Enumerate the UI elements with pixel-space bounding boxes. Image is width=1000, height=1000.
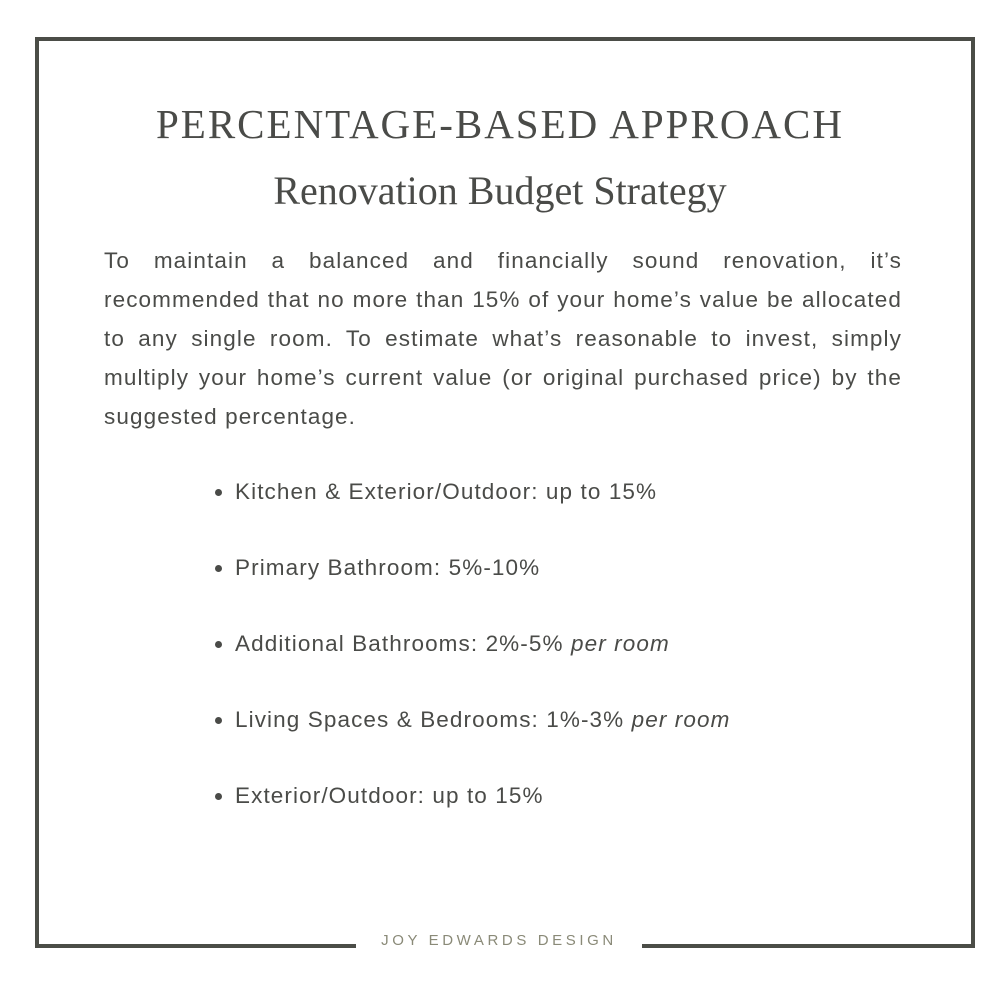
list-item [235,624,855,700]
bullet-icon [215,793,222,800]
bullet-icon [215,717,222,724]
list-item-text: Additional Bathrooms: 2%-5% [235,631,571,656]
list-item-note: per room [631,707,731,732]
list-item-text: Kitchen & Exterior/Outdoor: up to 15% [235,479,658,504]
page-subtitle: Renovation Budget Strategy [273,168,727,213]
list-item [235,776,855,852]
bullet-icon [215,489,222,496]
list-item-text: Primary Bathroom: 5%-10% [235,555,541,580]
list-item [235,548,855,624]
budget-percentage-list [235,472,855,852]
bullet-icon [215,641,222,648]
footer-brand: JOY EDWARDS DESIGN [381,932,617,949]
list-item [235,700,855,776]
list-item-note: per room [570,631,670,656]
list-item-text: Living Spaces & Bedrooms: 1%-3% [235,707,632,732]
page-title: PERCENTAGE-BASED APPROACH [155,101,844,147]
bullet-icon [215,565,222,572]
list-item-text: Exterior/Outdoor: up to 15% [235,783,544,808]
list-item [235,472,855,548]
intro-paragraph: To maintain a balanced and financially sound renovation, it’s recommended that no more than 15% of your home’s value be allocated to any single room. To estimate what’s reasonable to invest, simply multiply your home’s current value (or original purchased price) by the suggested percentage. [104,248,902,429]
